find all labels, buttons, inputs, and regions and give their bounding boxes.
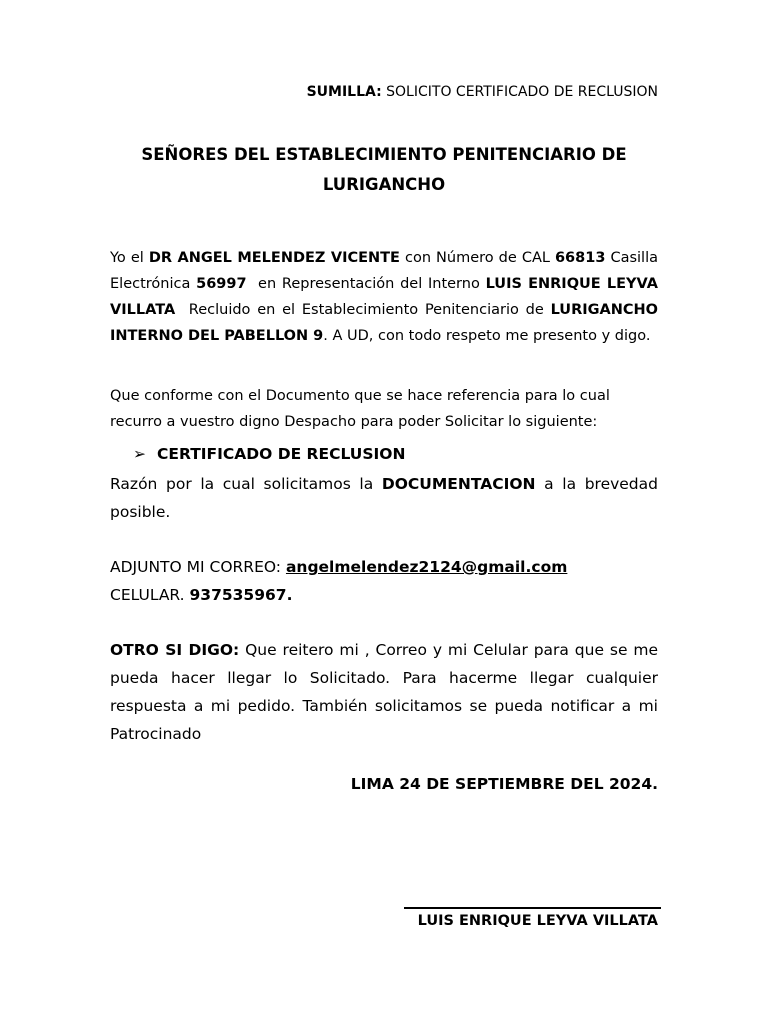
sumilla-label: SUMILLA: — [306, 84, 382, 100]
intro-text-5: Recluido en el Establecimiento Penitenciario de — [175, 302, 551, 318]
intro-text-1: Yo el — [110, 250, 149, 266]
otrosi-text: Que reitero mi , Correo y mi Celular para que se me pueda hacer llegar lo Solicitado. Para hacerme llegar cualquier respuesta a mi pedido. También solicitamos se pueda notificar a mi Patrocinado — [110, 641, 658, 743]
arrow-bullet-icon: ➢ — [133, 445, 146, 463]
phone-number: 937535967. — [189, 586, 293, 604]
requested-item — [133, 445, 405, 463]
intro-paragraph — [110, 245, 658, 349]
heading-line-1: SEÑORES DEL ESTABLECIMIENTO PENITENCIARIO DE — [141, 145, 627, 164]
intro-text-2: con Número de CAL — [399, 250, 555, 266]
signature-name: LUIS ENRIQUE LEYVA VILLATA — [417, 913, 658, 929]
phone-label: CELULAR. — [110, 586, 190, 604]
addressee-heading — [110, 140, 658, 200]
signature-line — [404, 907, 661, 909]
email-label: ADJUNTO MI CORREO: — [110, 558, 286, 576]
reason-text-2: a la brevedad posible. — [110, 475, 658, 521]
phone-line — [110, 581, 670, 609]
intro-text-3: Casilla Electrónica — [110, 250, 658, 292]
contact-block — [110, 553, 670, 609]
email-link[interactable]: angelmelendez2124@gmail.com — [285, 558, 568, 576]
email-line — [110, 553, 670, 581]
reason-paragraph — [110, 470, 658, 526]
lawyer-name: DR ANGEL MELENDEZ VICENTE — [148, 250, 400, 266]
facility-pabellon: LURIGANCHO INTERNO DEL PABELLON 9 — [110, 302, 658, 344]
intro-text-6: . A UD, con todo respeto me presento y digo. — [323, 328, 651, 344]
sumilla-text: SOLICITO CERTIFICADO DE RECLUSION — [381, 84, 658, 100]
cal-number: 66813 — [554, 250, 606, 266]
sumilla — [307, 84, 658, 100]
otrosi-label: OTRO SI DIGO: — [110, 641, 240, 659]
reason-text-1: Razón por la cual solicitamos la — [110, 475, 382, 493]
casilla-number: 56997 — [196, 276, 247, 292]
intro-text-4: en Representación del Interno — [246, 276, 486, 292]
request-paragraph: Que conforme con el Documento que se hace referencia para lo cual recurro a vuestro digno Despacho para poder Solicitar lo siguiente: — [110, 388, 610, 430]
inmate-name: LUIS ENRIQUE LEYVA VILLATA — [110, 276, 658, 318]
heading-line-2: LURIGANCHO — [322, 175, 446, 194]
otrosi-paragraph — [110, 636, 658, 748]
documentation-word: DOCUMENTACION — [381, 475, 536, 493]
date-line: LIMA 24 DE SEPTIEMBRE DEL 2024. — [350, 775, 658, 793]
requested-item-text: CERTIFICADO DE RECLUSION — [157, 445, 406, 463]
